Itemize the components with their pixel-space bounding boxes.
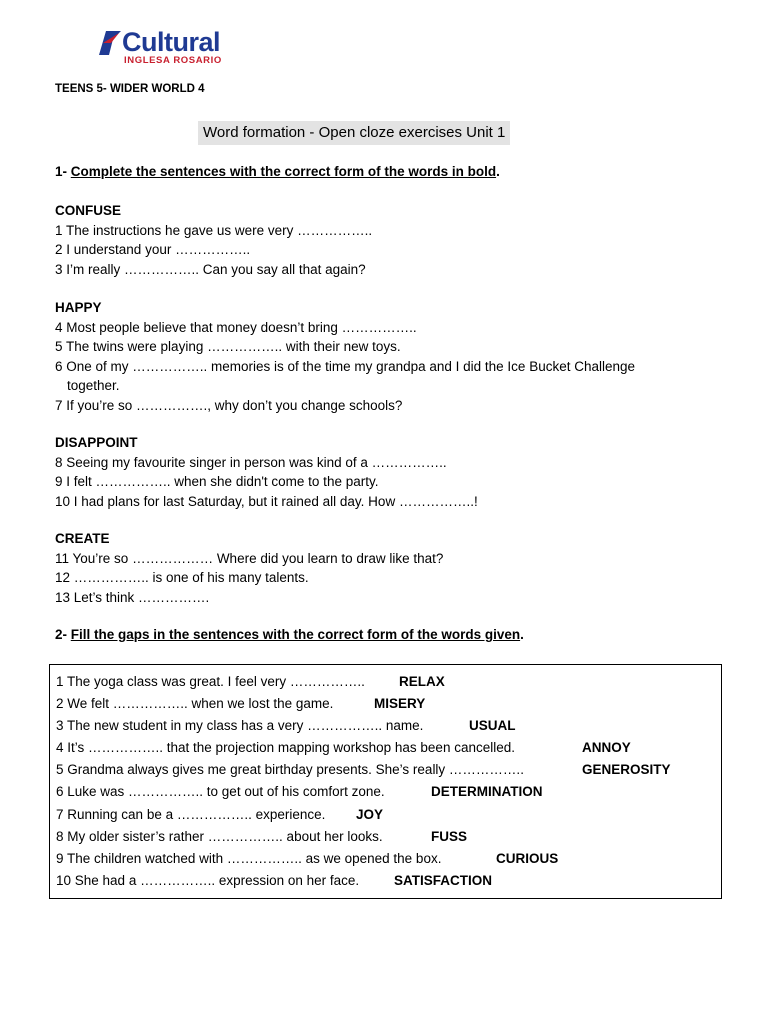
exercise2-end: . bbox=[520, 627, 524, 642]
sentence: 6 One of my …………….. memories is of the time my grandpa and I did the Ice Bucket Challenge bbox=[55, 358, 636, 374]
row-word: GENEROSITY bbox=[582, 762, 671, 777]
exercise1-instruction-text: Complete the sentences with the correct form of the words in bold bbox=[70, 164, 497, 179]
row-sentence: 2 We felt …………….. when we lost the game. bbox=[56, 696, 334, 711]
group-create bbox=[55, 529, 745, 607]
row-sentence: 9 The children watched with …………….. as we opened the box. bbox=[56, 851, 442, 866]
sentence: 1 The instructions he gave us were very …………….. bbox=[55, 222, 373, 238]
sentence: 10 I had plans for last Saturday, but it rained all day. How ……………..! bbox=[55, 493, 478, 509]
row-word: FUSS bbox=[431, 829, 468, 844]
row-word: ANNOY bbox=[582, 740, 631, 755]
box-row bbox=[56, 739, 631, 757]
box-row bbox=[56, 872, 493, 890]
page-title: Word formation - Open cloze exercises Unit 1 bbox=[198, 121, 510, 145]
group-word: CONFUSE bbox=[55, 203, 122, 218]
box-row bbox=[56, 695, 426, 713]
sentence: 3 I’m really …………….. Can you say all that again? bbox=[55, 261, 366, 277]
sentence: 13 Let’s think ……………. bbox=[55, 589, 210, 605]
group-word: DISAPPOINT bbox=[55, 435, 138, 450]
group-word: HAPPY bbox=[55, 300, 102, 315]
box-row bbox=[56, 783, 543, 801]
group-happy bbox=[55, 298, 745, 415]
sentence: 5 The twins were playing …………….. with their new toys. bbox=[55, 339, 401, 354]
row-sentence: 8 My older sister’s rather …………….. about her looks. bbox=[56, 829, 383, 844]
row-sentence: 6 Luke was …………….. to get out of his comfort zone. bbox=[56, 784, 385, 799]
exercise1-number: 1- bbox=[55, 164, 71, 179]
row-word: MISERY bbox=[374, 696, 426, 711]
box-row bbox=[56, 806, 384, 824]
sentence-continuation: together. bbox=[67, 378, 120, 393]
box-row bbox=[56, 828, 468, 846]
box-row bbox=[56, 761, 671, 779]
logo-mark-icon bbox=[97, 29, 121, 55]
row-sentence: 3 The new student in my class has a very …………….. name. bbox=[56, 718, 424, 733]
exercise2-instruction bbox=[55, 627, 524, 642]
course-label: TEENS 5- WIDER WORLD 4 bbox=[55, 83, 205, 95]
row-sentence: 1 The yoga class was great. I feel very …………….. bbox=[56, 674, 365, 689]
sentence: 11 You’re so ……………… Where did you learn to draw like that? bbox=[55, 550, 444, 566]
sentence: 2 I understand your …………….. bbox=[55, 242, 251, 257]
sentence: 9 I felt …………….. when she didn't come to the party. bbox=[55, 474, 379, 489]
group-disappoint bbox=[55, 433, 745, 511]
row-sentence: 7 Running can be a …………….. experience. bbox=[56, 807, 326, 822]
row-word: RELAX bbox=[399, 674, 445, 689]
box-row bbox=[56, 717, 516, 735]
box-row bbox=[56, 850, 559, 868]
exercise1-end: . bbox=[496, 164, 500, 179]
row-word: CURIOUS bbox=[496, 851, 559, 866]
group-word: CREATE bbox=[55, 531, 110, 546]
group-confuse bbox=[55, 201, 745, 279]
sentence: 7 If you’re so ……………., why don’t you change schools? bbox=[55, 397, 403, 413]
row-word: DETERMINATION bbox=[431, 784, 543, 799]
row-sentence: 4 It’s …………….. that the projection mapping workshop has been cancelled. bbox=[56, 740, 515, 755]
sentence: 8 Seeing my favourite singer in person was kind of a …………….. bbox=[55, 454, 447, 470]
logo-subtitle: INGLESA ROSARIO bbox=[124, 55, 222, 66]
exercise2-box bbox=[49, 664, 722, 899]
exercise2-number: 2- bbox=[55, 627, 71, 642]
row-sentence: 5 Grandma always gives me great birthday presents. She’s really …………….. bbox=[56, 762, 524, 777]
row-sentence: 10 She had a …………….. expression on her face. bbox=[56, 873, 360, 888]
box-row bbox=[56, 673, 445, 691]
exercise2-instruction-text: Fill the gaps in the sentences with the correct form of the words given bbox=[70, 627, 521, 642]
sentence: 4 Most people believe that money doesn’t bring …………….. bbox=[55, 319, 417, 335]
row-word: SATISFACTION bbox=[394, 873, 493, 888]
logo-brand: Cultural bbox=[122, 27, 221, 57]
exercise1-instruction bbox=[55, 164, 500, 179]
row-word: USUAL bbox=[469, 718, 516, 733]
sentence: 12 …………….. is one of his many talents. bbox=[55, 570, 309, 585]
row-word: JOY bbox=[356, 807, 384, 822]
cultural-logo bbox=[97, 27, 257, 67]
